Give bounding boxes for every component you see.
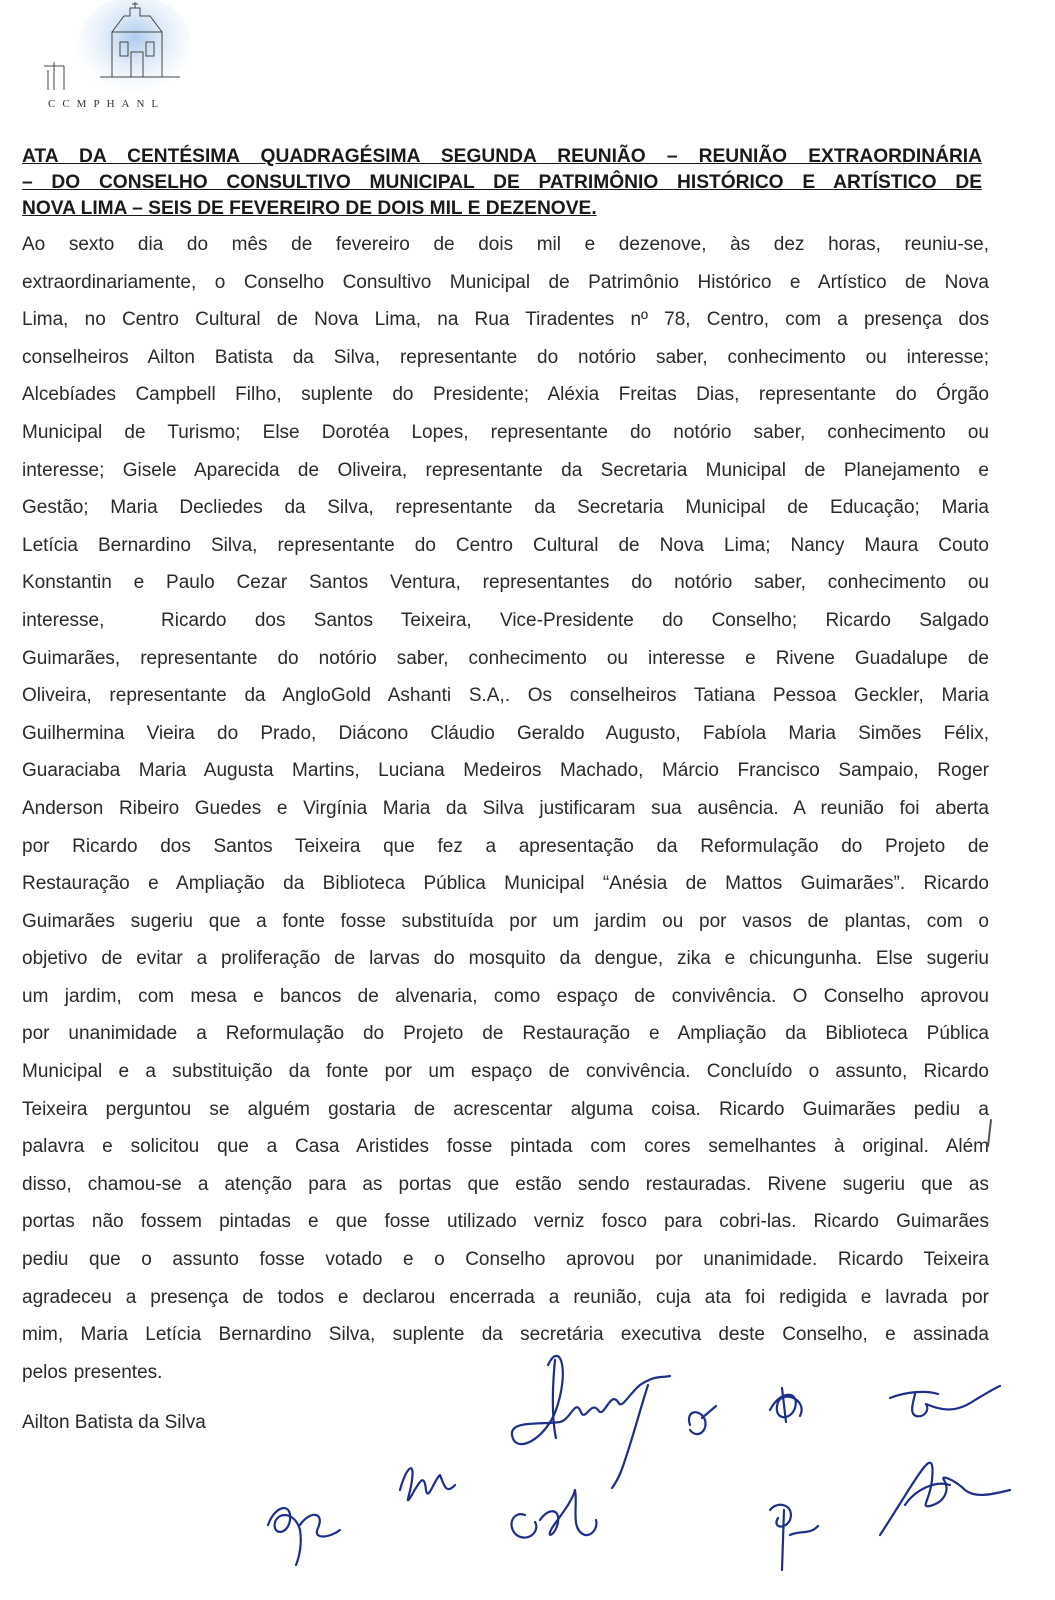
body-line: Guilhermina Vieira do Prado, Diácono Cláudio Geraldo Augusto, Fabíola Maria Simões Félix, (22, 722, 989, 744)
body-line: agradeceu a presença de todos e declarou encerrada a reunião, cuja ata foi redigida e lavrada por (22, 1286, 989, 1308)
margin-pen-mark (985, 1118, 993, 1150)
body-line: pediu que o assunto fosse votado e o Conselho aprovou por unanimidade. Ricardo Teixeira (22, 1249, 989, 1271)
signature-right-2 (880, 1463, 1010, 1535)
body-line: Guaraciaba Maria Augusta Martins, Luciana Medeiros Machado, Márcio Francisco Sampaio, Roger (22, 760, 989, 782)
body-line: interesse; Gisele Aparecida de Oliveira, representante da Secretaria Municipal de Planejamento e (22, 459, 989, 481)
body-line: mim, Maria Letícia Bernardino Silva, suplente da secretária executiva deste Conselho, e assinada (22, 1324, 989, 1346)
body-line: um jardim, com mesa e bancos de alvenaria, como espaço de convivência. O Conselho aprovou (22, 985, 989, 1007)
signature-small-1 (689, 1406, 716, 1434)
body-line: Letícia Bernardino Silva, representante do Centro Cultural de Nova Lima; Nancy Maura Couto (22, 534, 989, 556)
body-line: Alcebíades Campbell Filho, suplente do Presidente; Aléxia Freitas Dias, representante do Órgão (22, 384, 989, 406)
body-line: Guimarães sugeriu que a fonte fosse substituída por um jardim ou por vasos de plantas, com o (22, 910, 989, 932)
body-line: pelos presentes. (22, 1361, 163, 1383)
document-title (22, 144, 982, 222)
body-line: Oliveira, representante da AngloGold Ashanti S.A,. Os conselheiros Tatiana Pessoa Geckler, Maria (22, 685, 989, 707)
body-line: Teixeira perguntou se alguém gostaria de acrescentar alguma coisa. Ricardo Guimarães pediu a (22, 1098, 989, 1120)
signature-right-1 (890, 1386, 1000, 1416)
body-line: objetivo de evitar a proliferação de larvas do mosquito da dengue, zika e chicungunha. Else sugeriu (22, 948, 989, 970)
body-line: interesse, Ricardo dos Santos Teixeira, Vice-Presidente do Conselho; Ricardo Salgado (22, 609, 989, 631)
body-line: Anderson Ribeiro Guedes e Virgínia Maria da Silva justificaram sua ausência. A reunião foi aberta (22, 797, 989, 819)
body-line: Municipal de Turismo; Else Dorotéa Lopes, representante do notório saber, conhecimento ou (22, 421, 989, 443)
body-line: Ao sexto dia do mês de fevereiro de dois mil e dezenove, às dez horas, reuniu-se, (22, 234, 989, 255)
signature-small-2 (770, 1388, 802, 1422)
signatures-area (0, 1330, 1055, 1600)
body-line: extraordinariamente, o Conselho Consultivo Municipal de Patrimônio Histórico e Artístico de Nova (22, 271, 989, 293)
body-line: Konstantin e Paulo Cezar Santos Ventura, representantes do notório saber, conhecimento ou (22, 572, 989, 594)
body-line: disso, chamou-se a atenção para as portas que estão sendo restauradas. Rivene sugeriu que as (22, 1173, 989, 1195)
body-line: conselheiros Ailton Batista da Silva, representante do notório saber, conhecimento ou interesse; (22, 346, 989, 368)
body-line: palavra e solicitou que a Casa Aristides fosse pintada com cores semelhantes à original. Além (22, 1136, 989, 1158)
signature-bottom-1 (268, 1508, 340, 1565)
title-line: – DO CONSELHO CONSULTIVO MUNICIPAL DE PATRIMÔNIO HISTÓRICO E ARTÍSTICO DE (22, 172, 982, 193)
title-line: ATA DA CENTÉSIMA QUADRAGÉSIMA SEGUNDA REUNIÃO – REUNIÃO EXTRAORDINÁRIA (22, 146, 982, 167)
signature-bottom-2 (400, 1468, 455, 1500)
body-line: Gestão; Maria Decliedes da Silva, representante da Secretaria Municipal de Educação; Maria (22, 497, 989, 519)
body-line: por unanimidade a Reformulação do Projeto de Restauração e Ampliação da Biblioteca Pública (22, 1023, 989, 1045)
signature-large (512, 1356, 670, 1488)
signer-name: Ailton Batista da Silva (22, 1412, 206, 1433)
signature-bottom-4 (770, 1505, 818, 1570)
logo-text: CCMPHANL (48, 98, 166, 110)
body-line: Municipal e a substituição da fonte por um espaço de convivência. Concluído o assunto, Ricardo (22, 1061, 989, 1083)
signature-bottom-3 (512, 1490, 597, 1538)
body-line: portas não fossem pintadas e que fosse utilizado verniz fosco para cobri-las. Ricardo Guimarães (22, 1211, 989, 1233)
title-line: NOVA LIMA – SEIS DE FEVEREIRO DE DOIS MIL E DEZENOVE. (22, 198, 597, 219)
body-line: Lima, no Centro Cultural de Nova Lima, na Rua Tiradentes nº 78, Centro, com a presença dos (22, 309, 989, 331)
body-line: por Ricardo dos Santos Teixeira que fez a apresentação da Reformulação do Projeto de (22, 835, 989, 857)
body-line: Guimarães, representante do notório saber, conhecimento ou interesse e Rivene Guadalupe de (22, 647, 989, 669)
minutes-body (22, 226, 989, 1391)
body-line: Restauração e Ampliação da Biblioteca Pública Municipal “Anésia de Mattos Guimarães”. Ricardo (22, 873, 989, 895)
